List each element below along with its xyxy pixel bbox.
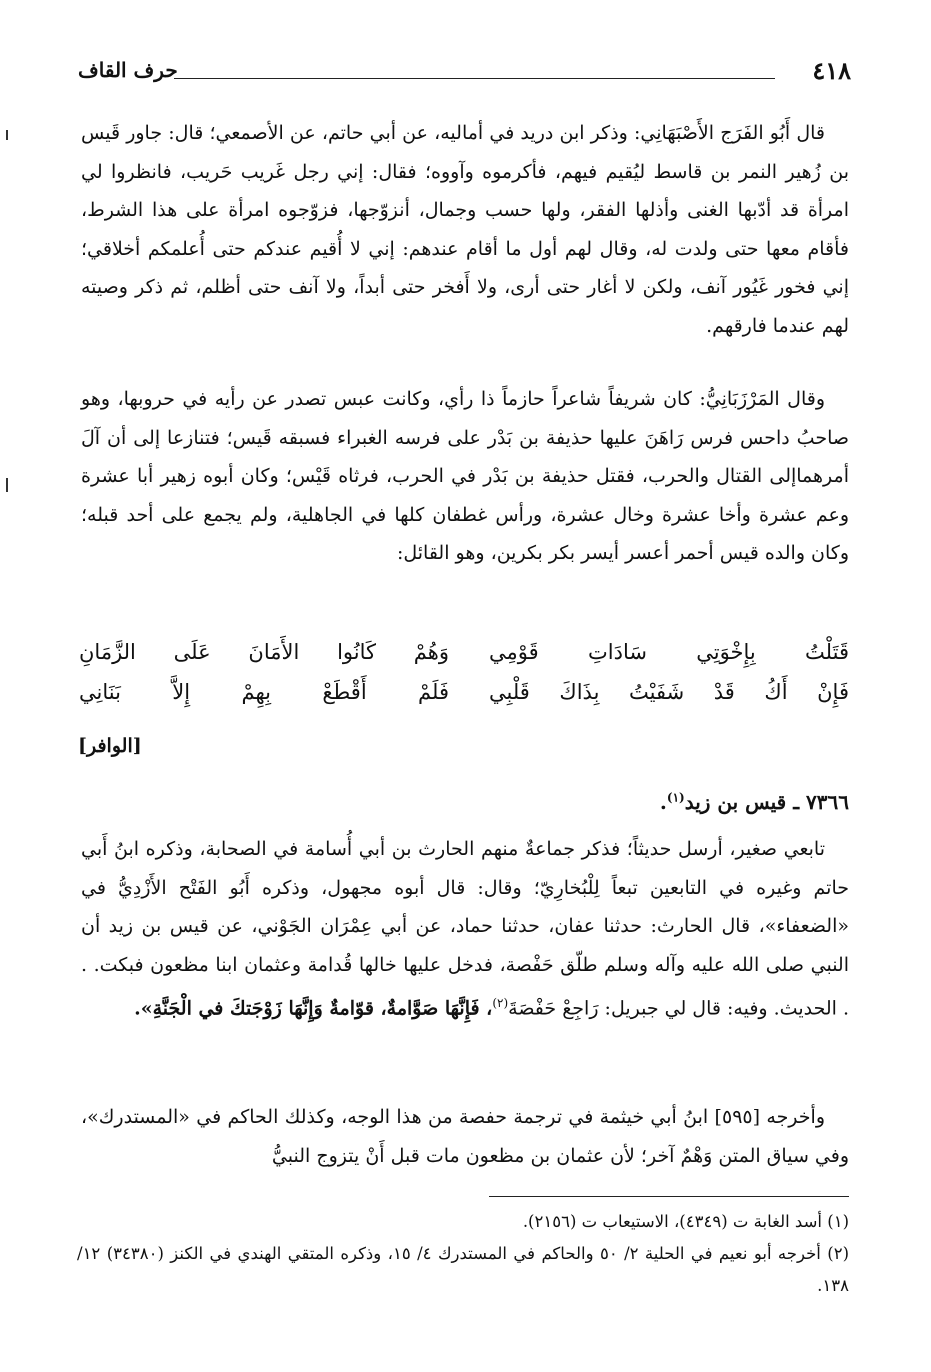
poem-line: [79, 680, 849, 720]
paragraph-takhrij: [81, 1098, 849, 1175]
poem-hemistich: قَتَلْتُ بِإِخْوَتِي سَادَاتِ قَوْمِي: [489, 640, 849, 664]
poem: [79, 640, 849, 720]
paragraph-text: تابعي صغير، أرسل حديثاً؛ فذكر جماعةٌ منهم الحارث بن أبي أُسامة في الصحابة، وذكره ابنُ أَبي حاتم وغيره في التابعين تبعاً لِلْبُخارِيّ؛ وقال: قال أبوه مجهول، وذكره أَبُو الفَتْح الأَزْدِيُّ في «الضعفاء»، قال الحارث: حدثنا عفان، حدثنا حماد، عن أبي عِمْرَان الجَوْني، عن قيس بن زيد أن النبي صلى الله عليه وآله وسلم طلّق حَفْصة، فدخل عليها خالها قُدامة وعثمان ابنا مظعون فبكت. . . الحديث. وفيه: قال لي جبريل: رَاجِعْ حَفْصَةَ: [81, 838, 849, 1020]
paragraph-marzubani: [81, 380, 849, 573]
poem-hemistich: وَهُمْ كَانُوا الأَمَانَ عَلَى الزَّمَانِ: [79, 640, 449, 664]
entry-heading: [660, 790, 849, 814]
poem-hemistich: فَلَمْ أَقْطَعْ بِهِمْ إِلاَّ بَنَانِي: [79, 680, 449, 704]
margin-mark: [6, 478, 8, 492]
entry-end: .: [659, 790, 667, 814]
footnote-rule: [489, 1196, 849, 1197]
running-header: [78, 56, 851, 92]
paragraph-text: وأخرجه [٥٩٥] ابنُ أبي خيثمة في ترجمة حفصة من هذا الوجه، وكذلك الحاكم في «المستدرك»، وفي سياق المتن وَهْمٌ آخر؛ لأن عثمان بن مظعون مات قبل أَنْ يتزوج النبيُّ: [81, 1106, 849, 1167]
poem-hemistich: فَإِنْ أَكُ قَدْ شَفَيْتُ بِذَاكَ قَلْبِي: [489, 680, 849, 704]
paragraph-asbahani: [81, 114, 849, 345]
page-number: ٤١٨: [812, 56, 851, 85]
footnote-ref: (٢): [492, 996, 509, 1010]
margin-mark: [6, 130, 8, 140]
footnote-1: (١) أسد الغابة ت (٤٣٤٩)، الاستيعاب ت (٢١٥٦).: [522, 1212, 849, 1231]
entry-title: ٧٣٦٦ ـ قيس بن زيد: [684, 790, 849, 814]
paragraph-text: قال أَبُو الفَرَج الأَصْبَهَانِي: وذكر ابن دريد في أماليه، عن أبي حاتم، عن الأصمعي؛ قال: جاور قَيس بن زُهير النمر بن قاسط ليُقيم فيهم، فأكرموه وآووه؛ فقال: إني رجل غَريب حَريب، فانظروا لي امرأة قد أدّبها الغنى وأذلها الفقر، ولها حسب وجمال، أنزوّجها، فزوّجوه امرأة على هذا الشرط، فأقام معها حتى ولدت له، وقال لهم أول ما أقام عندهم: إني لا أُقيم عندكم حتى أُعلمكم أخلاقي؛ إني فخور غَيُور آنف، ولكن لا أغار حتى أرى، ولا أَفخر حتى أبداً، ولا آنف حتى أظلم، ثم ذكر وصيته لهم عندما فارقهم.: [81, 122, 849, 337]
footnote-ref: (١): [666, 790, 685, 805]
poem-line: [79, 640, 849, 680]
poem-meter: [الوافر]: [78, 735, 142, 757]
paragraph-entry-body: [81, 830, 849, 1028]
hadith-text: ، فَإِنَّهَا صَوَّامةٌ، قوّامةٌ وَإِنَّهَا زَوْجَتكَ في الْجَنَّةِ».: [134, 997, 493, 1020]
chapter-title: حرف القاف: [78, 58, 178, 82]
paragraph-text: وقال المَرْزَبَانِيُّ: كان شريفاً شاعراً حازماً ذا رأي، وكانت عبس تصدر عن رأيه في حروبها، وهو صاحبُ داحس فرس رَاهَنَ عليها حذيفة بن بَدْر على فرسه الغبراء فسبقه قَيس؛ فتنازعا إلى أن آلَ أمرهماإلى القتال والحرب، فقتل حذيفة بن بَدْر في الحرب، فرثاه قَيْس؛ وكان أبوه زهير أبا عشرة وعم عشرة وأخا عشرة وخال عشرة، ورأس غطفان كلها في الجاهلية، ولم يجمع على أحد قبله؛ وكان والده قيس أحمر أعسر أيسر بكر بكرين، وهو القائل:: [81, 388, 849, 564]
footnote-2: (٢) أخرجه أبو نعيم في الحلية ٢/ ٥٠ والحاكم في المستدرك ٤/ ١٥، وذكره المتقي الهندي في الكنز (٣٤٣٨٠) ١٢/ ١٣٨.: [77, 1244, 849, 1295]
header-rule: [174, 78, 775, 79]
footnotes: [77, 1206, 849, 1302]
